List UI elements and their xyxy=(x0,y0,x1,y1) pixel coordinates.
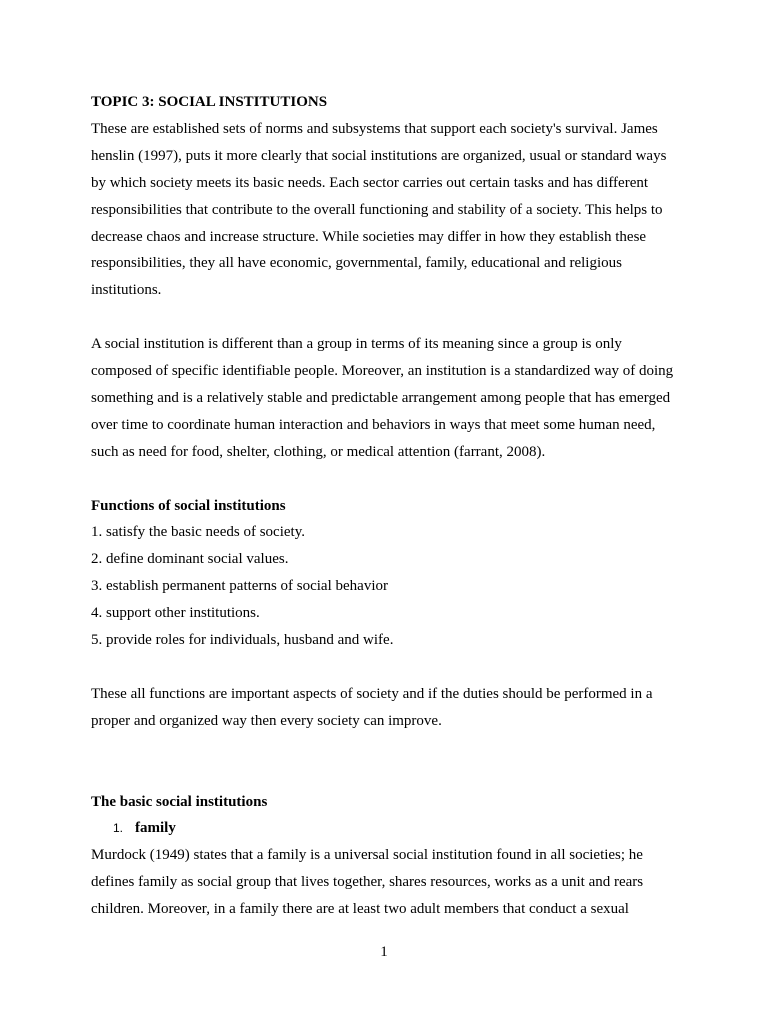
text-line: such as need for food, shelter, clothing, or medical attention (farrant, 2008). xyxy=(91,443,546,460)
family-paragraph xyxy=(91,842,691,923)
blank-line xyxy=(91,654,691,681)
blank-line xyxy=(91,466,691,493)
text-line: something and is a relatively stable and predictable arrangement among people that has emerged xyxy=(91,389,671,406)
functions-list xyxy=(91,519,691,654)
numbered-subheading xyxy=(91,815,691,842)
functions-heading: Functions of social institutions xyxy=(91,497,286,514)
document-body xyxy=(91,89,691,923)
basic-institutions-heading: The basic social institutions xyxy=(91,793,268,810)
subheading-number: 1. xyxy=(113,821,124,836)
text-line: Murdock (1949) states that a family is a universal social institution found in all societies; he xyxy=(91,847,643,864)
text-line: children. Moreover, in a family there are at least two adult members that conduct a sexual xyxy=(91,901,629,918)
list-item: 3. establish permanent patterns of social behavior xyxy=(91,578,388,595)
text-line: henslin (1997), puts it more clearly that social institutions are organized, usual or standard ways xyxy=(91,147,667,164)
text-line: These all functions are important aspects of society and if the duties should be performed in a xyxy=(91,685,653,702)
list-item: 4. support other institutions. xyxy=(91,605,260,622)
list-item: 1. satisfy the basic needs of society. xyxy=(91,524,305,541)
text-line: by which society meets its basic needs. Each sector carries out certain tasks and has different xyxy=(91,174,649,191)
blank-line xyxy=(91,304,691,331)
intro-paragraph xyxy=(91,116,691,304)
subheading-label: family xyxy=(135,820,176,837)
text-line: over time to coordinate human interaction and behaviors in ways that meet some human need, xyxy=(91,416,656,433)
text-line: A social institution is different than a group in terms of its meaning since a group is only xyxy=(91,336,622,353)
text-line: defines family as social group that lives together, shares resources, works as a unit and rears xyxy=(91,874,644,891)
page-number: 1 xyxy=(380,944,388,960)
text-line: responsibilities that contribute to the overall functioning and stability of a society. This helps to xyxy=(91,201,663,218)
text-line: responsibilities, they all have economic, governmental, family, educational and religious xyxy=(91,255,622,272)
list-item: 2. define dominant social values. xyxy=(91,551,289,568)
definition-paragraph xyxy=(91,331,691,466)
page-title: TOPIC 3: SOCIAL INSTITUTIONS xyxy=(91,94,328,110)
list-item: 5. provide roles for individuals, husband and wife. xyxy=(91,632,394,649)
text-line: composed of specific identifiable people. Moreover, an institution is a standardized way of doing xyxy=(91,363,674,380)
blank-line xyxy=(91,735,691,789)
summary-paragraph xyxy=(91,681,691,735)
text-line: decrease chaos and increase structure. While societies may differ in how they establish these xyxy=(91,228,647,245)
text-line: institutions. xyxy=(91,282,162,299)
text-line: proper and organized way then every society can improve. xyxy=(91,712,442,729)
text-line: These are established sets of norms and subsystems that support each society's survival. James xyxy=(91,120,658,137)
